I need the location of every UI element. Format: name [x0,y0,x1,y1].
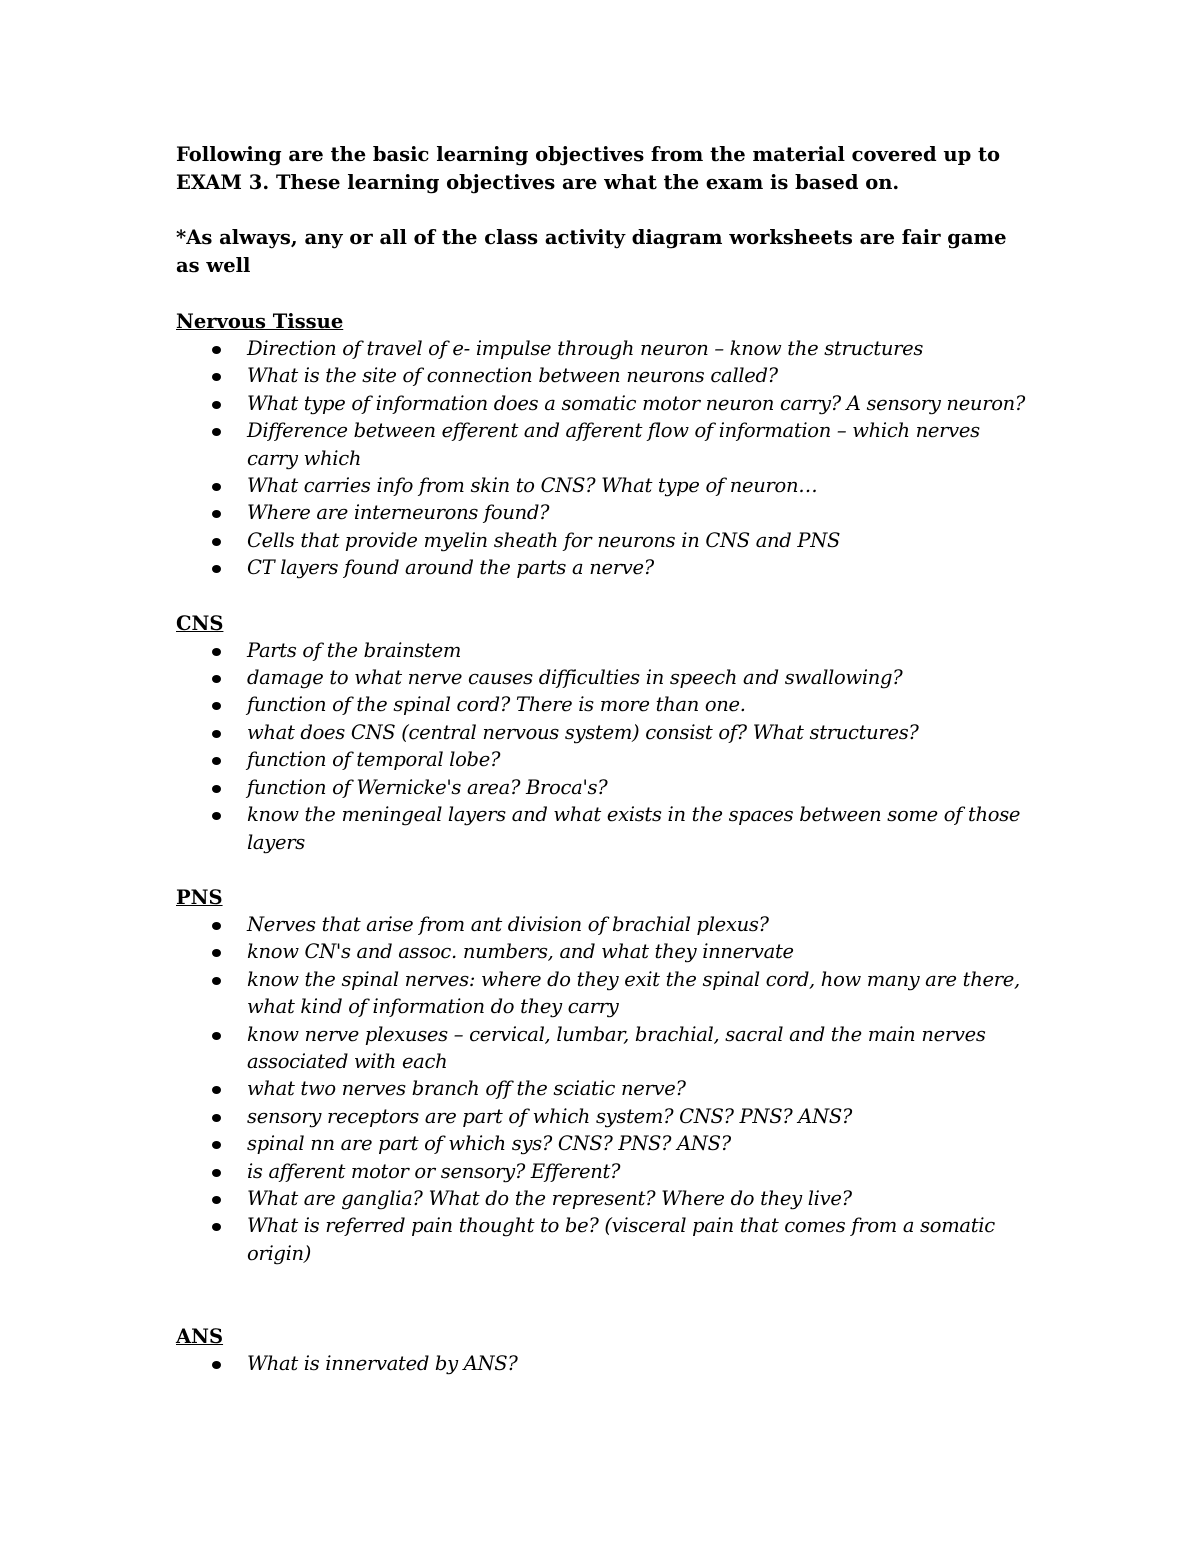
list-item [176,966,1036,1021]
bullet-icon [212,1114,221,1122]
list-item-text: spinal nn are part of which sys? CNS? PNS? ANS? [247,1132,731,1156]
section-nervous-tissue [176,308,1036,582]
list-item [176,1185,1036,1212]
objective-list [176,335,1036,582]
bullet-icon [212,1086,221,1094]
bullet-icon [212,977,221,985]
intro-line-2: EXAM 3. These learning objectives are what the exam is based on. [176,171,900,194]
list-item [176,911,1036,938]
bullet-icon [212,730,221,738]
intro-paragraph [176,141,1036,197]
list-item [176,472,1036,499]
objective-list [176,911,1036,1267]
bullet-icon [212,757,221,765]
section-heading: CNS [176,611,224,635]
list-item-text: Cells that provide myelin sheath for neurons in CNS and PNS [247,528,841,552]
section-ans [176,1323,1036,1377]
list-item-text: Parts of the brainstem [247,638,462,662]
objective-list [176,1350,1036,1377]
list-item [176,554,1036,581]
list-item [176,664,1036,691]
document-page [176,141,1036,1378]
list-item [176,390,1036,417]
list-item-text: what does CNS (central nervous system) consist of? What structures? [247,720,919,744]
list-item-text: damage to what nerve causes difficulties in speech and swallowing? [247,666,903,690]
bullet-icon [212,1141,221,1149]
bullet-icon [212,1223,221,1231]
list-item-text: What is referred pain thought to be? (visceral pain that comes from a somatic origin) [247,1214,995,1265]
bullet-icon [212,648,221,656]
list-item-text: function of Wernicke's area? Broca's? [247,775,608,799]
bullet-icon [212,510,221,518]
list-item [176,1021,1036,1076]
bullet-icon [212,401,221,409]
section-heading: PNS [176,885,223,909]
list-item [176,362,1036,389]
list-item [176,1158,1036,1185]
list-item-text: know CN's and assoc. numbers, and what they innervate [247,940,794,964]
list-item [176,1350,1036,1377]
section-heading: Nervous Tissue [176,310,344,333]
bullet-icon [212,565,221,573]
list-item-text: is afferent motor or sensory? Efferent? [247,1159,621,1183]
list-item-text: function of the spinal cord? There is more than one. [247,693,746,717]
list-item-text: know the meningeal layers and what exists in the spaces between some of those layers [247,803,1021,854]
list-item-text: Where are interneurons found? [247,501,550,525]
list-item [176,691,1036,718]
list-item-text: sensory receptors are part of which system? CNS? PNS? ANS? [247,1104,853,1128]
bullet-icon [212,483,221,491]
worksheets-note: *As always, any or all of the class activity diagram worksheets are fair game as well [176,226,1007,277]
bullet-icon [212,428,221,436]
list-item-text: What carries info from skin to CNS? What type of neuron… [247,474,818,498]
list-item-text: Direction of travel of e- impulse through neuron – know the structures [247,337,924,360]
objective-list [176,637,1036,856]
list-item-text: What is innervated by ANS? [247,1352,518,1376]
bullet-icon [212,1169,221,1177]
list-item [176,417,1036,472]
list-item [176,499,1036,526]
bullet-icon [212,949,221,957]
bullet-icon [212,346,221,354]
list-item-text: function of temporal lobe? [247,748,501,772]
list-item [176,938,1036,965]
section-heading: ANS [176,1325,224,1349]
list-item [176,335,1036,362]
bullet-icon [212,1196,221,1204]
bullet-icon [212,812,221,820]
bullet-icon [212,1361,221,1369]
bullet-icon [212,785,221,793]
section-pns [176,884,1036,1267]
bullet-icon [212,922,221,930]
list-item-text: Difference between efferent and afferent flow of information – which nerves carry which [247,419,980,470]
section-cns [176,610,1036,856]
list-item [176,1075,1036,1102]
list-item-text: What type of information does a somatic motor neuron carry? A sensory neuron? [247,391,1026,415]
list-item-text: know the spinal nerves: where do they exit the spinal cord, how many are there, what kind of information do they carry [247,967,1020,1019]
list-item [176,637,1036,664]
list-item-text: What is the site of connection between neurons called? [247,364,778,388]
list-item [176,1130,1036,1157]
list-item [176,1212,1036,1267]
list-item [176,801,1036,856]
list-item-text: What are ganglia? What do the represent? Where do they live? [247,1186,852,1210]
bullet-icon [212,1032,221,1040]
list-item [176,1103,1036,1130]
list-item-text: CT layers found around the parts a nerve? [247,556,654,580]
bullet-icon [212,538,221,546]
bullet-icon [212,675,221,683]
list-item-text: know nerve plexuses – cervical, lumbar, brachial, sacral and the main nerves associated with each [247,1022,986,1073]
list-item-text: what two nerves branch off the sciatic nerve? [247,1077,686,1101]
list-item-text: Nerves that arise from ant division of brachial plexus? [247,912,769,936]
list-item [176,774,1036,801]
intro-line-1: Following are the basic learning objectives from the material covered up to [176,143,1001,166]
list-item [176,527,1036,554]
list-item [176,719,1036,746]
list-item [176,746,1036,773]
bullet-icon [212,373,221,381]
bullet-icon [212,702,221,710]
